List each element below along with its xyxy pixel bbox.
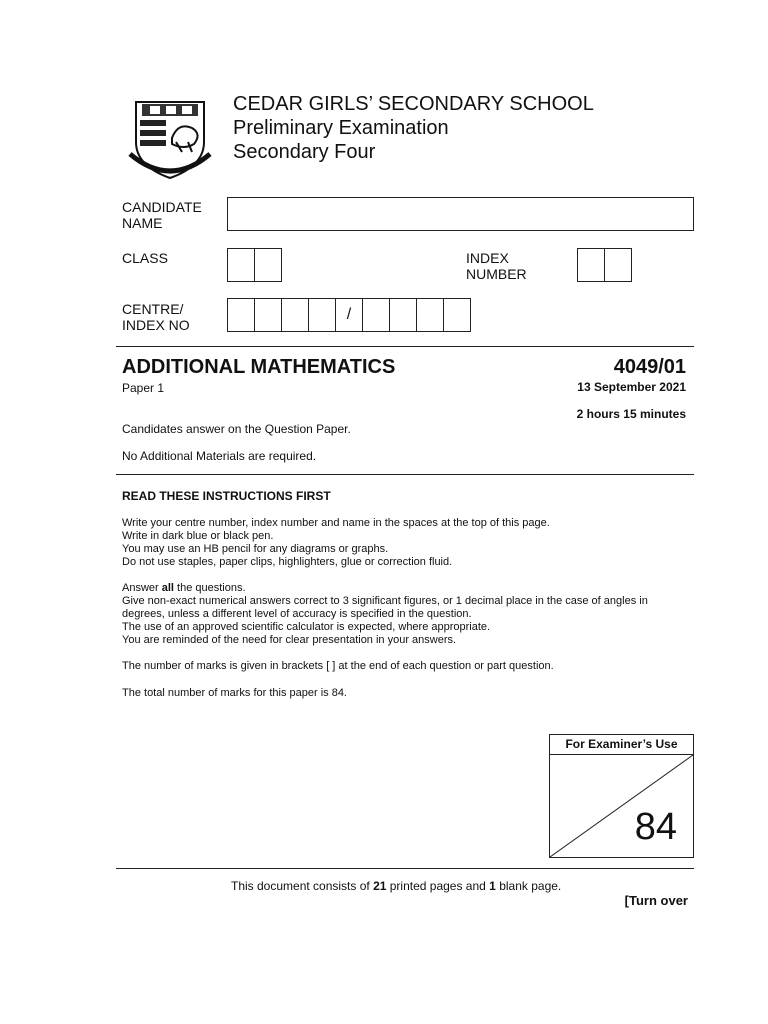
centre-cell[interactable] [227, 298, 255, 332]
turn-over-note: [Turn over [624, 893, 688, 908]
exam-level: Secondary Four [233, 141, 376, 163]
marks-note: The number of marks is given in brackets [ ] at the end of each question or part question. [122, 660, 554, 672]
index-number-field[interactable] [577, 248, 631, 282]
centre-cell[interactable] [389, 298, 417, 332]
answer-post: the questions. [173, 582, 246, 594]
centre-index-field[interactable] [227, 298, 470, 332]
paper-number: Paper 1 [122, 381, 165, 395]
candidate-name-field[interactable] [227, 197, 694, 231]
index-cell[interactable] [577, 248, 605, 282]
instruction-line [122, 582, 648, 595]
candidate-label-line1: CANDIDATE [122, 199, 202, 215]
examiner-use-heading: For Examiner’s Use [550, 735, 693, 755]
index-label-line2: NUMBER [466, 266, 527, 282]
centre-cell[interactable] [362, 298, 390, 332]
centre-cell[interactable] [308, 298, 336, 332]
instruction-line: degrees, unless a different level of accuracy is specified in the question. [122, 608, 472, 620]
candidate-label-line2: NAME [122, 215, 163, 231]
class-field[interactable] [227, 248, 281, 282]
class-cell[interactable] [254, 248, 282, 282]
divider [116, 474, 694, 475]
exam-date: 13 September 2021 [577, 380, 686, 394]
centre-cell[interactable] [254, 298, 282, 332]
instruction-line: Do not use staples, paper clips, highlighters, glue or correction fluid. [122, 556, 453, 568]
index-cell[interactable] [604, 248, 632, 282]
divider [116, 346, 694, 347]
answer-bold: all [161, 582, 174, 594]
instruction-line: You are reminded of the need for clear presentation in your answers. [122, 634, 457, 646]
instructions-block-1 [122, 517, 550, 569]
footer-pre: This document consists of [231, 879, 374, 893]
index-number-label [466, 250, 527, 282]
blank-pages-count: 1 [489, 879, 496, 893]
subject-title: ADDITIONAL MATHEMATICS [122, 356, 396, 378]
instruction-line: The use of an approved scientific calculator is expected, where appropriate. [122, 621, 491, 633]
answer-pre: Answer [122, 582, 162, 594]
centre-index-label [122, 301, 190, 333]
exam-duration: 2 hours 15 minutes [576, 407, 686, 421]
answer-note: Candidates answer on the Question Paper. [122, 422, 351, 436]
examiner-use-box [549, 734, 694, 858]
class-cell[interactable] [227, 248, 255, 282]
instructions-heading: READ THESE INSTRUCTIONS FIRST [122, 489, 331, 503]
school-crest-logo [126, 94, 214, 182]
centre-cell[interactable] [443, 298, 471, 332]
instructions-block-2 [122, 582, 648, 647]
instruction-line: You may use an HB pencil for any diagrams or graphs. [122, 543, 389, 555]
class-label: CLASS [122, 250, 168, 266]
candidate-name-label [122, 199, 202, 231]
footer-mid: printed pages and [386, 879, 490, 893]
centre-label-line2: INDEX NO [122, 317, 190, 333]
printed-pages-count: 21 [373, 879, 387, 893]
centre-cell[interactable] [416, 298, 444, 332]
centre-separator: / [335, 298, 363, 332]
centre-cell[interactable] [281, 298, 309, 332]
page-count-note [231, 879, 561, 893]
examiner-total-marks: 84 [634, 806, 677, 848]
paper-code: 4049/01 [613, 356, 686, 378]
divider [116, 868, 694, 869]
instruction-line: Give non-exact numerical answers correct to 3 significant figures, or 1 decimal place in the case of angles in [122, 595, 648, 607]
footer-post: blank page. [495, 879, 562, 893]
instruction-line: Write your centre number, index number and name in the spaces at the top of this page. [122, 517, 550, 529]
centre-label-line1: CENTRE/ [122, 301, 184, 317]
materials-note: No Additional Materials are required. [122, 449, 317, 463]
school-name: CEDAR GIRLS’ SECONDARY SCHOOL [233, 93, 594, 115]
school-header [233, 92, 594, 164]
total-marks-note: The total number of marks for this paper is 84. [122, 687, 347, 699]
instruction-line: Write in dark blue or black pen. [122, 530, 274, 542]
index-label-line1: INDEX [466, 250, 509, 266]
exam-name: Preliminary Examination [233, 117, 449, 139]
